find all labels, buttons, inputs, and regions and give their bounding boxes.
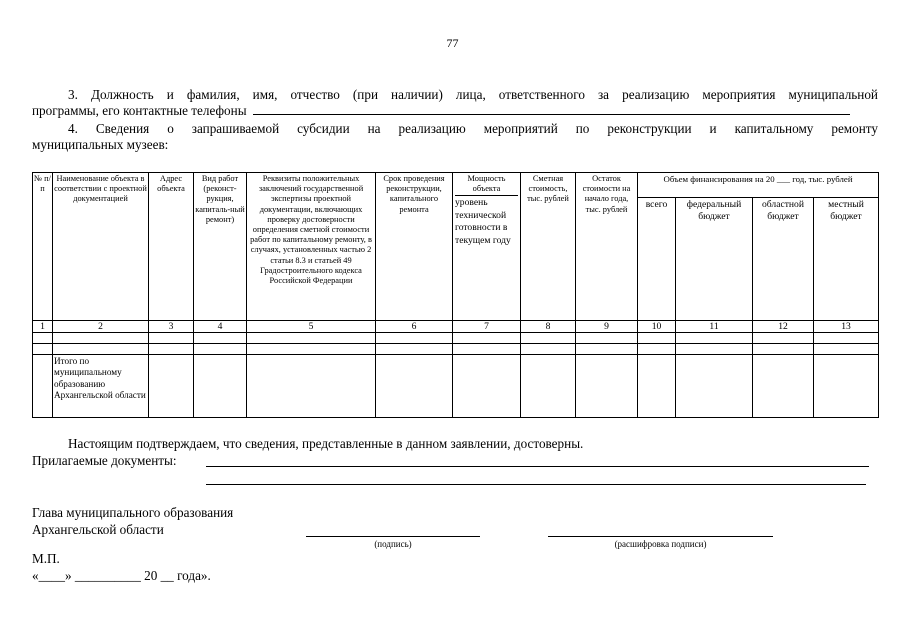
col-num-11: 11 xyxy=(676,321,753,333)
col-num-1: 1 xyxy=(33,321,53,333)
section3-text-line1: 3. Должность и фамилия, имя, отчество (при наличии) лица, ответственного за реализацию мероприятия муниципальной xyxy=(68,87,878,102)
col-num-13: 13 xyxy=(814,321,879,333)
head-title-line1: Глава муниципального образования xyxy=(32,505,234,520)
signature-caption: (подпись) xyxy=(374,539,412,549)
attached-docs-label: Прилагаемые документы: xyxy=(32,453,177,468)
header-address: Адрес объекта xyxy=(149,173,194,321)
col-num-12: 12 xyxy=(753,321,814,333)
signature-decode-caption: (расшифровка подписи) xyxy=(614,539,707,549)
col-num-6: 6 xyxy=(376,321,453,333)
col-num-7: 7 xyxy=(453,321,521,333)
header-total: всего xyxy=(638,198,676,321)
col-num-8: 8 xyxy=(521,321,576,333)
header-expertise: Реквизиты положительных заключений государственной экспертизы проектной документации, включающих проверку достоверности определения сметной стоимости работ по капитальному ремонту, в случаях, установленных частью 2 статьи 8.3 и статьей 49 Градостроительного кодекса Российской Федерации xyxy=(247,173,376,321)
header-funding: Объем финансирования на 20 ___ год, тыс. рублей xyxy=(638,173,879,198)
total-row-label: Итого по муниципальному образованию Архангельской области xyxy=(53,355,149,418)
attached-docs-field[interactable] xyxy=(206,466,869,467)
attached-docs-field-2[interactable] xyxy=(206,484,866,485)
table-row xyxy=(33,333,879,344)
page-number: 77 xyxy=(446,36,459,50)
header-num: № п/п xyxy=(33,173,53,321)
table-header-row xyxy=(33,173,879,198)
col-num-4: 4 xyxy=(194,321,247,333)
section3-text-line2: программы, его контактные телефоны xyxy=(32,103,247,118)
col-num-10: 10 xyxy=(638,321,676,333)
header-local: местный бюджет xyxy=(814,198,879,321)
head-title-line2: Архангельской области xyxy=(32,522,164,537)
col-num-2: 2 xyxy=(53,321,149,333)
header-estimate: Сметная стоимость, тыс. рублей xyxy=(521,173,576,321)
header-regional: областной бюджет xyxy=(753,198,814,321)
col-num-9: 9 xyxy=(576,321,638,333)
header-federal: федеральный бюджет xyxy=(676,198,753,321)
header-name: Наименование объекта в соответствии с проектной документацией xyxy=(53,173,149,321)
header-remainder: Остаток стоимости на начало года, тыс. рублей xyxy=(576,173,638,321)
header-term: Срок проведения реконструкции, капитального ремонта xyxy=(376,173,453,321)
section4-text-line1: 4. Сведения о запрашиваемой субсидии на реализацию мероприятий по реконструкции и капитальному ремонту xyxy=(68,121,878,136)
col-num-5: 5 xyxy=(247,321,376,333)
header-capacity-top: Мощность объекта xyxy=(455,173,518,196)
signature-decode-field[interactable] xyxy=(548,536,773,537)
header-work-type: Вид работ (реконст-рукция, капиталь-ный ремонт) xyxy=(194,173,247,321)
date-line: «____» __________ 20 __ года». xyxy=(32,568,211,583)
table-row xyxy=(33,344,879,355)
column-number-row xyxy=(33,321,879,333)
header-capacity xyxy=(453,173,521,321)
header-capacity-bottom: уровень технической готовности в текущем году xyxy=(455,197,511,246)
confirm-text: Настоящим подтверждаем, что сведения, представленные в данном заявлении, достоверны. xyxy=(68,436,584,451)
contact-phone-field[interactable] xyxy=(253,103,850,115)
signature-field[interactable] xyxy=(306,536,480,537)
section4-text-line2: муниципальных музеев: xyxy=(32,137,169,152)
col-num-3: 3 xyxy=(149,321,194,333)
stamp-label: М.П. xyxy=(32,551,60,566)
subsidy-table xyxy=(32,172,879,418)
section3-line2 xyxy=(32,103,878,118)
total-row xyxy=(33,355,879,418)
